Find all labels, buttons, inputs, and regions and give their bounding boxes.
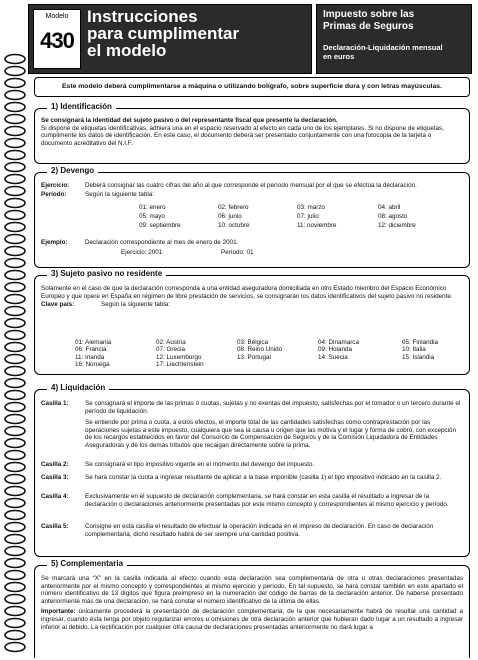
modelo-box: [33, 9, 81, 69]
page-title: [87, 8, 309, 59]
periodo-text: Según la siguiente tabla:: [85, 191, 154, 198]
country-item: 09: Holanda: [318, 346, 352, 354]
section-title: 2) Devengo: [47, 166, 98, 175]
section-body: [41, 117, 463, 147]
spiral-ring: [5, 115, 25, 124]
month-item: 12: diciembre: [378, 222, 416, 229]
country-item: 13: Portugal: [237, 353, 271, 361]
spiral-ring: [5, 343, 25, 352]
section-lead: Se consignará la identidad del sujeto pasivo o del representante fiscal que presente la declaración.: [41, 117, 338, 124]
section-devengo: [34, 166, 470, 268]
ejemplo-label: Ejemplo:: [41, 239, 68, 246]
casilla1-text2: Se entiende por prima o cuota, a estos efectos, el importe total de las cantidades satisfechas como contraprestación por las operaciones sujetas a este impuesto, cualquiera que sea la causa u origen que las motiva y el lugar y forma de cobro, con excepción de los recargos establecidos en favor del Consorcio de Compensación de Seguros y de la Comisión Liquidadora de Entidades Aseguradoras y de los demás tributos que recaigan directamente sobre la prima.: [85, 419, 457, 449]
month-item: 07: julio: [297, 213, 319, 220]
month-item: 03: marzo: [297, 204, 325, 211]
section-title: 4) Liquidación: [47, 383, 109, 392]
tax-title-line: Impuesto sobre las: [323, 9, 415, 20]
spiral-ring: [5, 319, 25, 328]
section-text: Si dispone de etiquetas identificativas, adhiera una en el espacio reservado al efecto en cada uno de los ejemplares. Si no dispone de etiquetas, cumplimente los datos de identificación. En este caso, el documento deberá ser presentado conjuntamente con una fotocopia de la tarjeta o documento acreditativo del N.I.F.: [41, 124, 444, 147]
spiral-ring: [5, 619, 25, 628]
spiral-ring: [5, 463, 25, 472]
spiral-ring: [5, 199, 25, 208]
month-item: 05: mayo: [139, 213, 165, 220]
section-no-residente: [34, 269, 470, 375]
ejemplo-periodo: Período: 01: [221, 249, 254, 256]
ejercicio-label: Ejercicio:: [41, 182, 70, 189]
spiral-ring: [5, 535, 25, 544]
periodo-label: Período:: [41, 191, 67, 198]
spiral-ring: [5, 331, 25, 340]
ejemplo-ejercicio: Ejercicio: 2001: [121, 249, 163, 256]
country-item: 04: Dinamarca: [318, 339, 359, 346]
country-item: 08: Reino Unido: [237, 346, 283, 354]
casilla1-label: Casilla 1:: [41, 400, 69, 407]
spiral-ring: [5, 607, 25, 616]
spiral-ring: [5, 271, 25, 280]
page-title-line: Instrucciones: [87, 7, 198, 26]
spiral-ring: [5, 175, 25, 184]
spiral-ring: [5, 163, 25, 172]
spiral-ring: [5, 643, 25, 652]
spiral-ring: [5, 427, 25, 436]
country-item: 06: Francia: [75, 346, 107, 354]
spiral-ring: [5, 631, 25, 640]
spiral-ring: [5, 583, 25, 592]
spiral-ring: [5, 511, 25, 520]
month-item: 02: febrero: [218, 204, 249, 211]
section-complementaria: [34, 559, 470, 658]
country-item: 05: Finlandia: [402, 339, 439, 346]
spiral-ring: [5, 571, 25, 580]
importante-label: Importante:: [41, 608, 76, 616]
spiral-ring: [5, 283, 25, 292]
tax-subtitle-line: Declaración-Liquidación mensual: [323, 43, 443, 52]
spiral-ring: [5, 451, 25, 460]
month-item: 10: octubre: [218, 222, 250, 229]
section-text: Solamente en el caso de que la declaración corresponda a una entidad aseguradora domiciliada en otro Estado miembro del Espacio Económico Europeo y que opere en España en régimen de libre prestación de servicios, se consignarán los datos identificativos del sujeto pasivo no residente.: [41, 285, 453, 300]
spiral-ring: [5, 187, 25, 196]
months-table: [139, 204, 457, 230]
spiral-ring: [5, 523, 25, 532]
country-item: 15: Islandia: [402, 353, 435, 361]
country-item: 01: Alemania: [75, 339, 112, 346]
spiral-ring: [5, 547, 25, 556]
spiral-ring: [5, 307, 25, 316]
spiral-ring: [5, 223, 25, 232]
clave-text: Según la siguiente tabla:: [101, 301, 170, 309]
section-title: 1) Identificación: [47, 102, 116, 111]
section-body: [41, 575, 463, 631]
spiral-ring: [5, 499, 25, 508]
spiral-ring: [5, 487, 25, 496]
ejercicio-text: Deberá consignar las cuatro cifras del año al que corresponde el período mensual por el que se efectúa la declaración.: [85, 182, 417, 189]
spiral-ring: [5, 67, 25, 76]
importante-text: únicamente procederá la presentación de declaración complementaria, de la que necesariamente habrá de resultar una cantidad a ingresar, cuando ésta tenga por objeto regularizar errores u omisiones de otra declaración anterior que hubieran dado lugar a un resultado a ingresar inferior al debido. La rectificación por cualquier otra causa de declaraciones presentadas anteriormente no dará lugar a: [41, 608, 464, 631]
spiral-ring: [5, 367, 25, 376]
spiral-ring: [5, 403, 25, 412]
country-item: 10: Italia: [402, 346, 426, 354]
casilla1-text: Se consignará el importe de las primas o cuotas, sujetas y no exentas del impuesto, satisfechas por el tomador o un tercero durante el período de liquidación.: [85, 400, 461, 415]
header: [28, 4, 470, 72]
month-item: 11: noviembre: [297, 222, 337, 229]
intro-note: Este modelo deberá cumplimentarse a máquina o utilizando bolígrafo, sobre superficie dura y con letras mayúsculas.: [34, 77, 470, 97]
section-body: [41, 285, 463, 311]
country-item: 07: Grecia: [156, 346, 186, 354]
spiral-ring: [5, 355, 25, 364]
month-item: 06: junio: [218, 213, 242, 220]
spiral-ring: [5, 79, 25, 88]
country-item: 12: Luxemburgo: [156, 353, 202, 361]
ejemplo-text: Declaración correspondiente al mes de enero de 2001.: [85, 239, 239, 246]
tax-subtitle-line: en euros: [323, 52, 355, 61]
title-banner: [28, 4, 312, 74]
country-item: 16: Noruega: [75, 361, 110, 369]
tax-title-line: Primas de Seguros: [323, 21, 414, 32]
section-title: 5) Complementaria: [47, 559, 127, 568]
ejemplo-block: [41, 239, 463, 258]
casilla3-text: Se hará constar la cuota a ingresar resultante de aplicar a la base imponible (casilla 1) el tipo impositivo indicado en la casilla 2.: [85, 474, 442, 481]
month-item: 01: enero: [139, 204, 166, 211]
casilla5-label: Casilla 5:: [41, 523, 69, 530]
spiral-ring: [5, 139, 25, 148]
countries-table: [75, 339, 472, 369]
country-item: 17: Liechtenstein: [156, 361, 204, 369]
month-item: 04: abril: [378, 204, 401, 211]
section-body: [41, 182, 463, 200]
spiral-ring: [5, 259, 25, 268]
spiral-ring: [5, 475, 25, 484]
spiral-ring: [5, 379, 25, 388]
casilla4-text: Exclusivamente en el supuesto de declaración complementaria, se hará constar en esta casilla el resultado a ingresar de la declaración o declaraciones anteriormente presentadas por este mismo concepto y correspondientes al mismo ejercicio y período.: [85, 493, 449, 508]
casilla4-label: Casilla 4:: [41, 493, 69, 500]
spiral-ring: [5, 415, 25, 424]
page-title-line: para cumplimentar: [87, 24, 240, 43]
page-title-line: el modelo: [87, 41, 167, 60]
clave-label: Clave país:: [41, 301, 75, 309]
tax-banner: [316, 4, 472, 74]
spiral-ring: [5, 151, 25, 160]
spiral-ring: [5, 391, 25, 400]
spiral-ring: [5, 439, 25, 448]
section-title: 3) Sujeto pasivo no residente: [47, 269, 166, 278]
spiral-ring: [5, 295, 25, 304]
spiral-ring: [5, 235, 25, 244]
spiral-ring: [5, 91, 25, 100]
spiral-ring: [5, 127, 25, 136]
country-item: 11: Irlanda: [75, 353, 105, 361]
spiral-ring: [5, 247, 25, 256]
modelo-number: 430: [40, 28, 74, 53]
casilla5-text: Consigne en esta casilla el resultado de efectuar la operación indicada en el impreso de declaración. En caso de declaración complementaria, dicho resultado habrá de ser siempre una cantidad positiva.: [85, 523, 434, 538]
casilla2-text: Se consignará el tipo impositivo vigente en el momento del devengo del impuesto.: [85, 461, 315, 468]
country-item: 02: Austria: [156, 339, 186, 346]
section-text: Se marcará una “X” en la casilla indicada al efecto cuando esta declaración sea complementaria de otra u otras declaraciones presentadas anteriormente por el mismo concepto y correspondientes al mismo ejercicio y período. En tal supuesto, se hará constar también en este apartado el número identificativo de 13 dígitos que figura preimpreso en la numeración del código de barras de la declaración anterior. De haberse presentado anteriormente más de una declaración, se hará constar el número identificativo de la última de ellas.: [41, 575, 463, 605]
country-item: 03: Bélgica: [237, 339, 269, 346]
casilla3-label: Casilla 3:: [41, 474, 69, 481]
spiral-ring: [5, 595, 25, 604]
section-liquidacion: [34, 383, 470, 557]
modelo-label: Modelo: [45, 13, 69, 20]
section-identificacion: [34, 102, 470, 164]
casilla2-label: Casilla 2:: [41, 461, 69, 468]
spiral-ring: [5, 55, 25, 64]
spiral-ring: [5, 211, 25, 220]
country-item: 14: Suecia: [318, 353, 348, 361]
tax-title: [323, 9, 467, 33]
spiral-ring: [5, 103, 25, 112]
spiral-binding: [0, 50, 30, 656]
tax-subtitle: [323, 43, 467, 61]
month-item: 08: agosto: [378, 213, 408, 220]
spiral-ring: [5, 559, 25, 568]
month-item: 09: septiembre: [139, 222, 181, 229]
section-body: [41, 400, 463, 541]
